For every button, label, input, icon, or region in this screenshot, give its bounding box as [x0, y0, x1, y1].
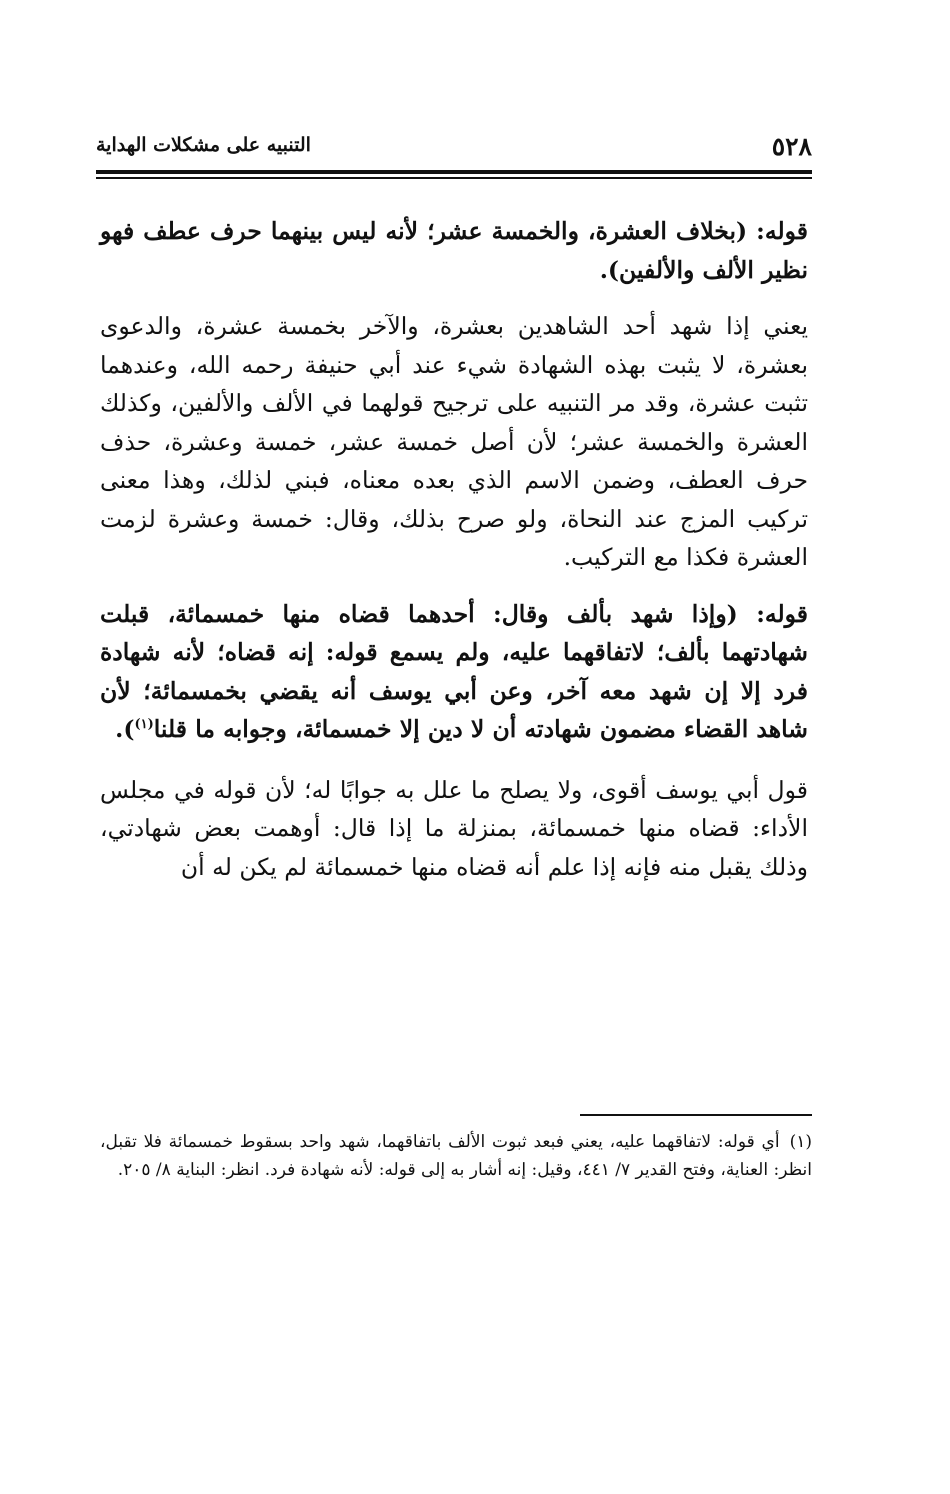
quoted-passage-2-text: قوله: (وإذا شهد بألف وقال: أحدهما قضاه منها خمسمائة، قبلت شهادتهما بألف؛ لاتفاقهما عليه، ولم يسمع قوله: إنه قضاه؛ لأنه شهادة فرد إلا إن شهد معه آخر، وعن أبي يوسف أنه يقضي بخمسمائة؛ لأن شاهد القضاء مضمون شهادته أن لا دين إلا خمسمائة، وجوابه ما قلنا	[100, 599, 808, 743]
header-rule-thin	[96, 177, 812, 179]
commentary-paragraph-2: قول أبي يوسف أقوى، ولا يصلح ما علل به جوابًا له؛ لأن قوله في مجلس الأداء: قضاه منها خمسمائة، بمنزلة ما إذا قال: أوهمت بعض شهادتي، وذلك يقبل منه فإنه إذا علم أنه قضاه منها خمسمائة لم يكن له أن	[100, 775, 808, 881]
main-text	[100, 212, 808, 886]
quoted-passage-1: قوله: (بخلاف العشرة، والخمسة عشر؛ لأنه ليس بينهما حرف عطف فهو نظير الألف والألفين).	[100, 217, 808, 284]
footnote	[100, 1128, 812, 1184]
page-header	[96, 128, 812, 168]
footnote-text: أي قوله: لاتفاقهما عليه، يعني فبعد ثبوت الألف باتفاقهما، شهد واحد بسقوط خمسمائة فلا تقبل، انظر: العناية، وفتح القدير ٧/ ٤٤١، وقيل: إنه أشار به إلى قوله: لأنه شهادة فرد. انظر: البناية ٨/ ٢٠٥.	[100, 1132, 812, 1180]
running-title: التنبيه على مشكلات الهداية	[96, 134, 311, 156]
page-number: ٥٢٨	[771, 132, 812, 161]
quoted-passage-2-tail: ).	[115, 715, 135, 743]
commentary-paragraph-1: يعني إذا شهد أحد الشاهدين بعشرة، والآخر بخمسة عشرة، والدعوى بعشرة، لا يثبت بهذه الشهادة شيء عند أبي حنيفة رحمه الله، وعندهما تثبت عشرة، وقد مر التنبيه على ترجيح قولهما في الألف والألفين، وكذلك العشرة والخمسة عشر؛ لأن أصل خمسة عشر، خمسة وعشرة، حذف حرف العطف، وضمن الاسم الذي بعده معناه، فبني لذلك، وهذا معنى تركيب المزج عند النحاة، ولو صرح بذلك، وقال: خمسة وعشرة لزمت العشرة فكذا مع التركيب.	[100, 312, 808, 571]
footnote-reference: (١)	[134, 717, 154, 733]
quoted-passage-2	[100, 595, 808, 749]
footnote-number: (١)	[789, 1132, 812, 1152]
header-rule-thick	[96, 170, 812, 174]
footnote-separator	[580, 1114, 812, 1116]
